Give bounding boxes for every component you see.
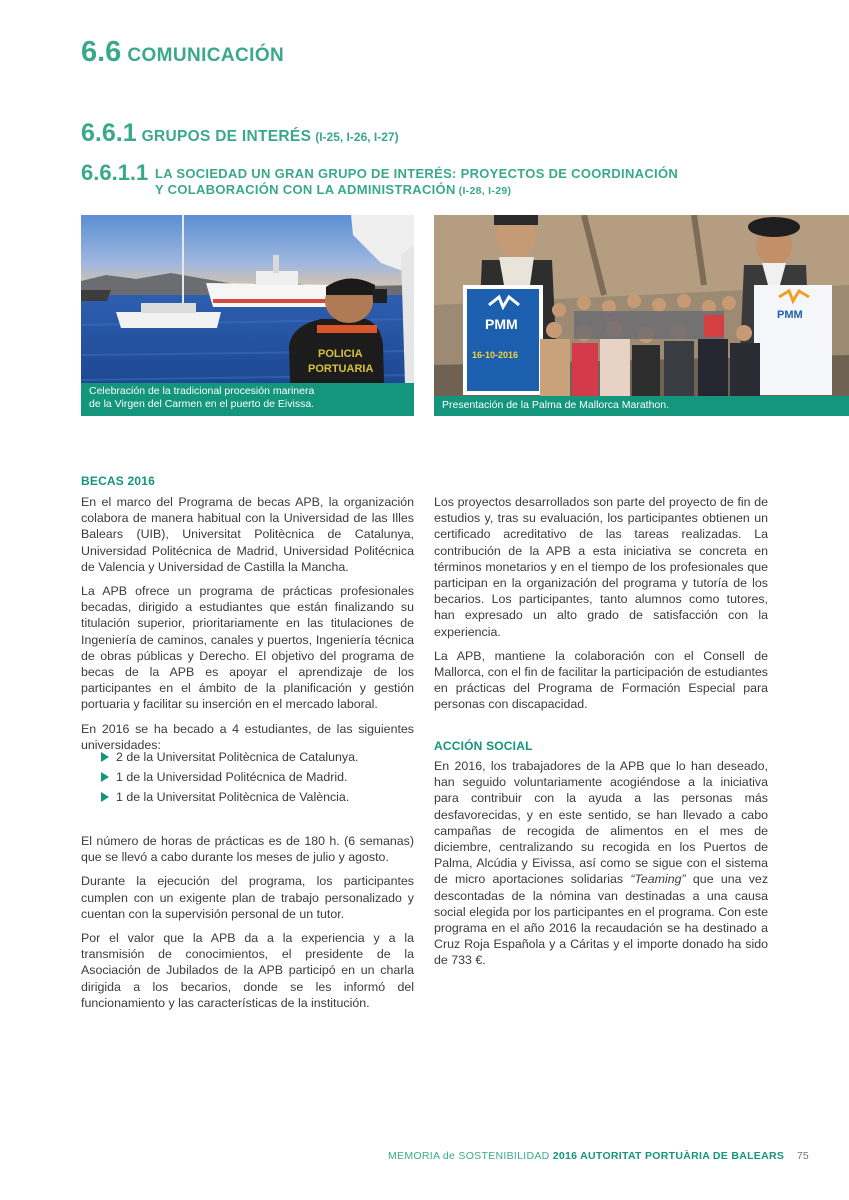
subsubsection-title-line1: LA SOCIEDAD UN GRAN GRUPO DE INTERÉS: PROYECTOS DE COORDINACIÓN: [155, 166, 679, 181]
subsection-ref: (I-25, I-26, I-27): [315, 130, 399, 144]
becas-paragraph-1: En el marco del Programa de becas APB, la organización colabora de manera habitual con la Universidad de las Illes Balears (UIB), Universitat Politècnica de Catalunya, Universidad Politécnica de Madrid, Universidad Politécnica de Valencia y Universidad de Castilla la Mancha.: [81, 495, 414, 574]
becas-title: BECAS 2016: [81, 474, 156, 488]
becas-paragraph-8: La APB, mantiene la colaboración con el Consell de Mallorca, con el fin de facilitar la participación de estudiantes en prácticas del Programa de Formación Especial para personas con discapacidad.: [434, 648, 768, 712]
becas-paragraph-6: Por el valor que la APB da a la experiencia y a la transmisión de conocimientos, el presidente de la Asociación de Jubilados de la APB participó en un charla dirigida a los becarios, donde se les informó del funcionamiento y las características de la institución.: [81, 931, 414, 1010]
becas-paragraph-7: Los proyectos desarrollados son parte del proyecto de fin de estudios y, tras su evaluación, los participantes obtienen un certificado acreditativo de las tareas realizadas. La contribución de la APB a esta iniciativa se concreta en términos monetarios y en el tiempo de los profesionales que participan en la organización del programa y tutoría de los becarios. Los participantes, tanto alumnos como tutores, han expresado un alto grado de satisfacción con la experiencia.: [434, 495, 768, 639]
section-number: 6.6: [81, 36, 122, 68]
accion-social-paragraph: En 2016, los trabajadores de la APB que lo han deseado, han seguido voluntariamente acogiéndose a la iniciativa para contribuir con la ayuda a las personas más desfavorecidas, y en este sentido, se han llevado a cabo campañas de recogida de alimentos en el mes de diciembre, centralizando su recogida en los Puertos de Palma, Alcúdia y Eivissa, así como se sigue con el sistema de micro aportaciones solidarias “Teaming” que una vez descontadas de la nómina van destinadas a una causa social elegida por los participantes en el programa. Con este programa en el año 2016 la recaudación se ha destinado a Cruz Roja Española y a Cáritas y el importe donado ha sido de 733 €.: [434, 759, 769, 968]
page-number: 75: [797, 1150, 809, 1162]
subsection-number: 6.6.1: [81, 119, 137, 147]
procession-photo: [81, 215, 414, 416]
page-footer: [388, 1150, 784, 1162]
becas-paragraph-4: El número de horas de prácticas es de 180 h. (6 semanas) que se llevó a cabo durante los meses de julio y agosto.: [81, 834, 414, 865]
subsubsection-number: 6.6.1.1: [81, 160, 149, 185]
teaming-emphasis: “Teaming”: [630, 872, 686, 887]
becas-paragraph-2: La APB ofrece un programa de prácticas profesionales becadas, dirigido a estudiantes que están finalizando su titulación superior, prioritariamente en las titulaciones de Ingeniería de caminos, canales y puertos, Ingeniería técnica de obras públicas y Derecho. El objetivo del programa de becas de la APB es apoyar el aprendizaje de los participantes en el ámbito de la planificación y gestión portuaria y facilitar su inserción en el mercado laboral.: [81, 584, 414, 712]
footer-prefix: MEMORIA de SOSTENIBILIDAD: [388, 1150, 550, 1162]
procession-caption-line1: Celebración de la tradicional procesión marinera: [89, 385, 315, 397]
procession-caption: [81, 383, 414, 416]
becas-bullet-3: 1 de la Universitat Politècnica de València.: [101, 790, 349, 804]
becas-paragraph-3: En 2016 se ha becado a 4 estudiantes, de las siguientes universidades:: [81, 721, 414, 752]
procession-caption-line2: de la Virgen del Carmen en el puerto de Eivissa.: [89, 398, 315, 410]
accion-social-column: [434, 758, 768, 977]
accion-social-title: ACCIÓN SOCIAL: [434, 739, 533, 753]
banner-brand-left: PMM: [485, 316, 518, 332]
subsection-title: GRUPOS DE INTERÉS: [141, 128, 312, 145]
marathon-caption: Presentación de la Palma de Mallorca Marathon.: [434, 396, 849, 416]
subsubsection-title-line2: Y COLABORACIÓN CON LA ADMINISTRACIÓN: [155, 182, 456, 197]
becas-bullet-2: 1 de la Universidad Politécnica de Madrid.: [101, 770, 347, 784]
bullet-arrow-icon: [101, 772, 109, 782]
bullet-arrow-icon: [101, 792, 109, 802]
becas-column-left-bottom: [81, 833, 414, 1019]
banner-date: 16-10-2016: [472, 350, 519, 360]
banner-brand-right: PMM: [777, 309, 803, 321]
section-title: COMUNICACIÓN: [127, 45, 285, 66]
bullet-arrow-icon: [101, 752, 109, 762]
footer-title: 2016 AUTORITAT PORTUÀRIA DE BALEARS: [552, 1150, 785, 1162]
subsection-heading: [81, 119, 399, 148]
vest-text-1: POLICIA: [318, 348, 363, 360]
section-heading: [81, 36, 284, 69]
subsubsection-ref: (I-28, I-29): [458, 185, 512, 197]
vest-text-2: PORTUARIA: [308, 363, 374, 375]
becas-bullet-1: 2 de la Universitat Politècnica de Catalunya.: [101, 750, 358, 764]
becas-column-right: [434, 494, 768, 721]
marathon-photo: [434, 215, 849, 416]
becas-column-left-top: [81, 494, 414, 761]
becas-paragraph-5: Durante la ejecución del programa, los participantes cumplen con un exigente plan de trabajo personalizado y cuentan con la supervisión personal de un tutor.: [81, 874, 414, 921]
